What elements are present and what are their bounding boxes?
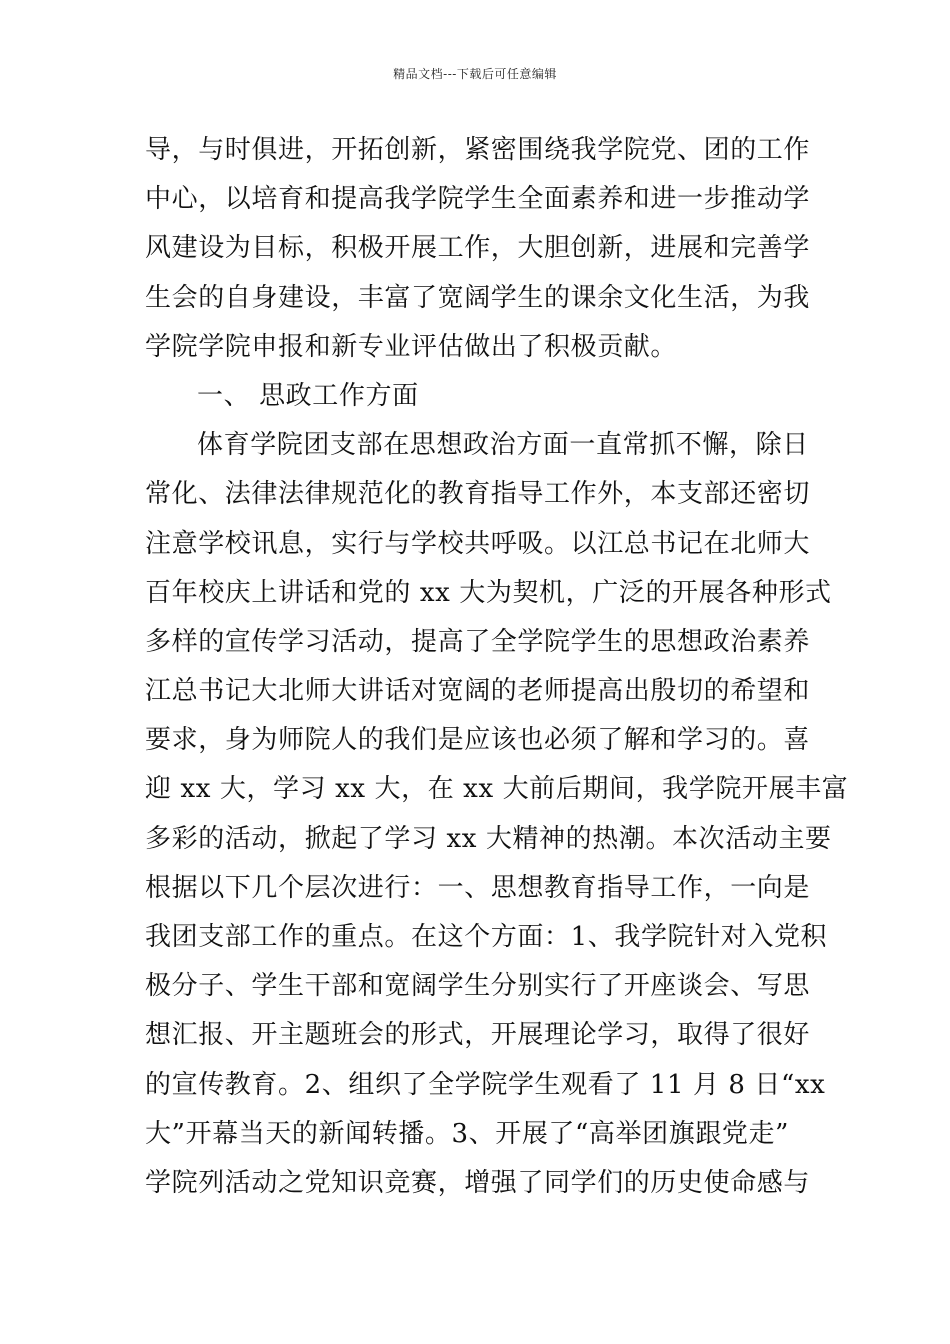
body-line: 极分子、学生干部和宽阔学生分别实行了开座谈会、写思 [145, 971, 811, 1002]
body-line: 百年校庆上讲话和党的 xx 大为契机，广泛的开展各种形式 [145, 577, 832, 608]
body-line: 多样的宣传学习活动，提高了全学院学生的思想政治素养 [145, 626, 811, 657]
body-line: 我团支部工作的重点。在这个方面：1、我学院针对入党积 [145, 922, 828, 952]
body-line: 要求，身为师院人的我们是应该也必须了解和学习的。喜 [145, 725, 811, 756]
body-line: 生会的自身建设，丰富了宽阔学生的课余文化生活，为我 [145, 282, 811, 313]
body-line: 学院列活动之党知识竞赛，增强了同学们的历史使命感与 [145, 1167, 811, 1198]
body-line: 想汇报、开主题班会的形式，开展理论学习，取得了很好 [145, 1020, 811, 1051]
body-line: 迎 xx 大，学习 xx 大，在 xx 大前后期间，我学院开展丰富 [145, 774, 849, 805]
page-header: 精品文档---下载后可任意编辑 [393, 67, 557, 81]
body-line: 根据以下几个层次进行：一、思想教育指导工作，一向是 [145, 872, 811, 903]
body-line: 大”开幕当天的新闻转播。3、开展了“高举团旗跟党走” [145, 1118, 790, 1149]
body-line: 导，与时俱进，开拓创新，紧密围绕我学院党、团的工作 [145, 135, 811, 165]
body-line: 的宣传教育。2、组织了全学院学生观看了 11 月 8 日“xx [145, 1069, 826, 1100]
body-line: 学院学院申报和新专业评估做出了积极贡献。 [145, 331, 678, 362]
document-body [145, 126, 849, 1208]
body-line: 常化、法律法律规范化的教育指导工作外，本支部还密切 [145, 479, 811, 510]
body-line: 江总书记大北师大讲话对宽阔的老师提高出殷切的希望和 [145, 676, 811, 707]
body-line: 体育学院团支部在思想政治方面一直常抓不懈，除日 [197, 430, 809, 461]
body-line: 中心，以培育和提高我学院学生全面素养和进一步推动学 [145, 184, 811, 215]
section-heading: 一、 思政工作方面 [197, 380, 419, 411]
body-line: 多彩的活动，掀起了学习 xx 大精神的热潮。本次活动主要 [145, 823, 832, 854]
body-line: 注意学校讯息，实行与学校共呼吸。以江总书记在北师大 [145, 528, 811, 559]
body-line: 风建设为目标，积极开展工作，大胆创新，进展和完善学 [145, 233, 811, 264]
